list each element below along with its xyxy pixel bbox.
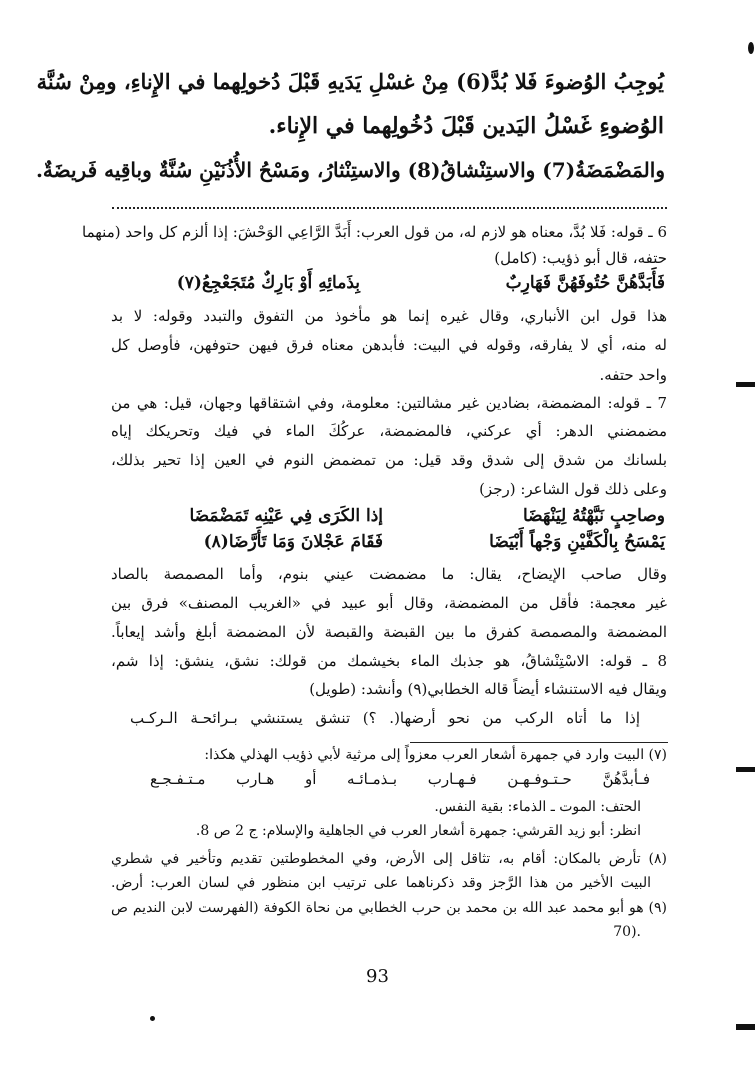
commentary-7-cont-line-2: غير معجمة: فأقل من المضمضة، وقال أبو عبيد في «الغريب المصنف» فرق بين: [111, 594, 667, 612]
commentary-7-line-4: وعلى ذلك قول الشاعر: (رجز): [479, 480, 667, 498]
commentary-6-cont-line-3: واحد حتفه.: [599, 366, 667, 384]
commentary-7-line-2: مضمضني الدهر: أي عركني، فالمضمضة، عركُكَ الماء في فيك وتحريكك إياه: [111, 422, 667, 440]
poem-2-verse-1-right: وصاحِبٍ نَبَّهْتُهُ لِيَنْهَضَا: [522, 506, 665, 526]
commentary-7-cont-line-3: المضمضة والمصمصة كفرق ما بين القبضة والقبصة لأن المضمضة أبلغ وأشد إيعاباً.: [111, 623, 667, 641]
footnote-7-intro: (٧) البيت وارد في جمهرة أشعار العرب معزواً إلى مرثية لأبي ذؤيب الهذلي هكذا:: [204, 747, 667, 763]
footnote-7-verse: فـأبدَّهُنَّ حـتـوفـهـن فـهـارب بـذمـائـه أو هـارب مـتـفـجـع: [150, 770, 650, 788]
commentary-8-line-1: 8 ـ قوله: الاسْتِنْشاقُ، هو جذبك الماء بخيشمك من قولك: نشق، ينشق: إذا شم،: [111, 652, 667, 670]
footnote-8-line-2: البيت الأخير من هذا الرَّجز وقد ذكرناهما على ترتيب ابن منظور في لسان العرب: أرض.: [111, 875, 651, 891]
commentary-7-line-1: 7 ـ قوله: المضمضة، بضادين غير مشالتين: معلومة، وفي اشتقاقها وجهان، قيل: هي من: [111, 394, 667, 412]
footnote-7-reference: انظر: أبو زيد القرشي: جمهرة أشعار العرب في الجاهلية والإسلام: ج 2 ص 8.: [195, 823, 641, 839]
scan-mark: [736, 767, 755, 772]
commentary-6-cont-line-1: هذا قول ابن الأنباري، وقال غيره إنما هو مأخوذ من التفوق والتبدد وقوله: لا بد: [111, 307, 667, 325]
footnote-7-gloss: الحتف: الموت ـ الذماء: بقية النفس.: [434, 799, 641, 815]
scan-mark: [736, 382, 755, 387]
footnote-9-line-1: (٩) هو أبو محمد عبد الله بن محمد بن حرب الخطابي من نحاة الكوفة (الفهرست لابن النديم ص: [111, 900, 667, 916]
footnote-9-line-2: 70).: [613, 924, 641, 940]
poem-2-verse-2-left: فَقَامَ عَجْلانَ وَمَا تَأَرَّضَا(٨): [203, 532, 383, 552]
poem-1-first-hemistich: فَأَبَدَّهُنَّ حُتُوفَهُنَّ فَهَارِبٌ: [505, 273, 665, 293]
poem-1-second-hemistich: بِذَمائِهِ أَوْ بَارِكٌ مُتَجَعْجِعُ(٧): [176, 273, 360, 293]
commentary-6-line-2: حتفه، قال أبو ذؤيب: (كامل): [494, 249, 667, 267]
scan-mark: [748, 42, 754, 54]
section-divider: [112, 207, 667, 211]
scan-mark: [150, 1016, 155, 1021]
poem-3-verse: إذا ما أتاه الركب من نحو أرضها(. ؟) تنشق يستنشي بـرائحـة الـركـب: [130, 709, 640, 727]
commentary-7-cont-line-1: وقال صاحب الإيضاح، يقال: ما مضمضت عيني بنوم، وأما المصمصة بالصاد: [111, 565, 667, 583]
commentary-6-line-1: 6 ـ قوله: فَلا بُدَّ، معناه هو لازم له، من قول العرب: أَبَدَّ الرَّاعِي الوَحْشَ: إذا ألزم كل واحد (منهما: [82, 223, 667, 241]
commentary-7-line-3: بلسانك من شدق إلى شدق وقد قيل: من تمضمض النوم في العين إذا تحير بذلك،: [111, 451, 667, 469]
poem-2-verse-1-left: إذا الكَرَى فِي عَيْنِه تَمَضْمَضَا: [189, 506, 383, 526]
scan-mark: [736, 1024, 755, 1030]
page-number: 93: [366, 966, 389, 987]
footnote-rule: [410, 742, 668, 743]
poem-2-verse-2-right: يَمْسَحُ بِالْكَفَّيْنِ وَجْهاً أَبْيَضَا: [489, 532, 665, 552]
commentary-8-line-2: ويقال فيه الاستنشاء أيضاً قاله الخطابي(٩) وأنشد: (طويل): [309, 680, 667, 698]
main-text-line-2: الوُضوءِ غَسْلُ اليَدين قَبْلَ دُخُولِهما في الإِناء.: [268, 113, 664, 139]
commentary-6-cont-line-2: له منه، أي لا يفارقه، وقوله في البيت: فأبدهن معناه فرق فيهن حتوفهن، فأوصل كل: [111, 336, 667, 354]
footnote-8-line-1: (٨) تأرض بالمكان: أقام به، تثاقل إلى الأرض، وفي المخطوطتين تقديم وتأخير في شطري: [111, 851, 667, 867]
main-text-line-1: يُوجِبُ الوُضوءَ فَلا بُدَّ(6) مِنْ غسْلِ يَدَيهِ قَبْلَ دُخولِهما في الإِناءِ، ومِنْ سُنَّة: [36, 69, 664, 94]
main-text-line-3: والمَضْمَضَةُ(7) والاستِنْشاقُ(8) والاستِنْثارُ، ومَسْحُ الأُذُنَيْنِ سُنَّةٌ وباقِيه فَريضَةٌ.: [35, 158, 665, 182]
